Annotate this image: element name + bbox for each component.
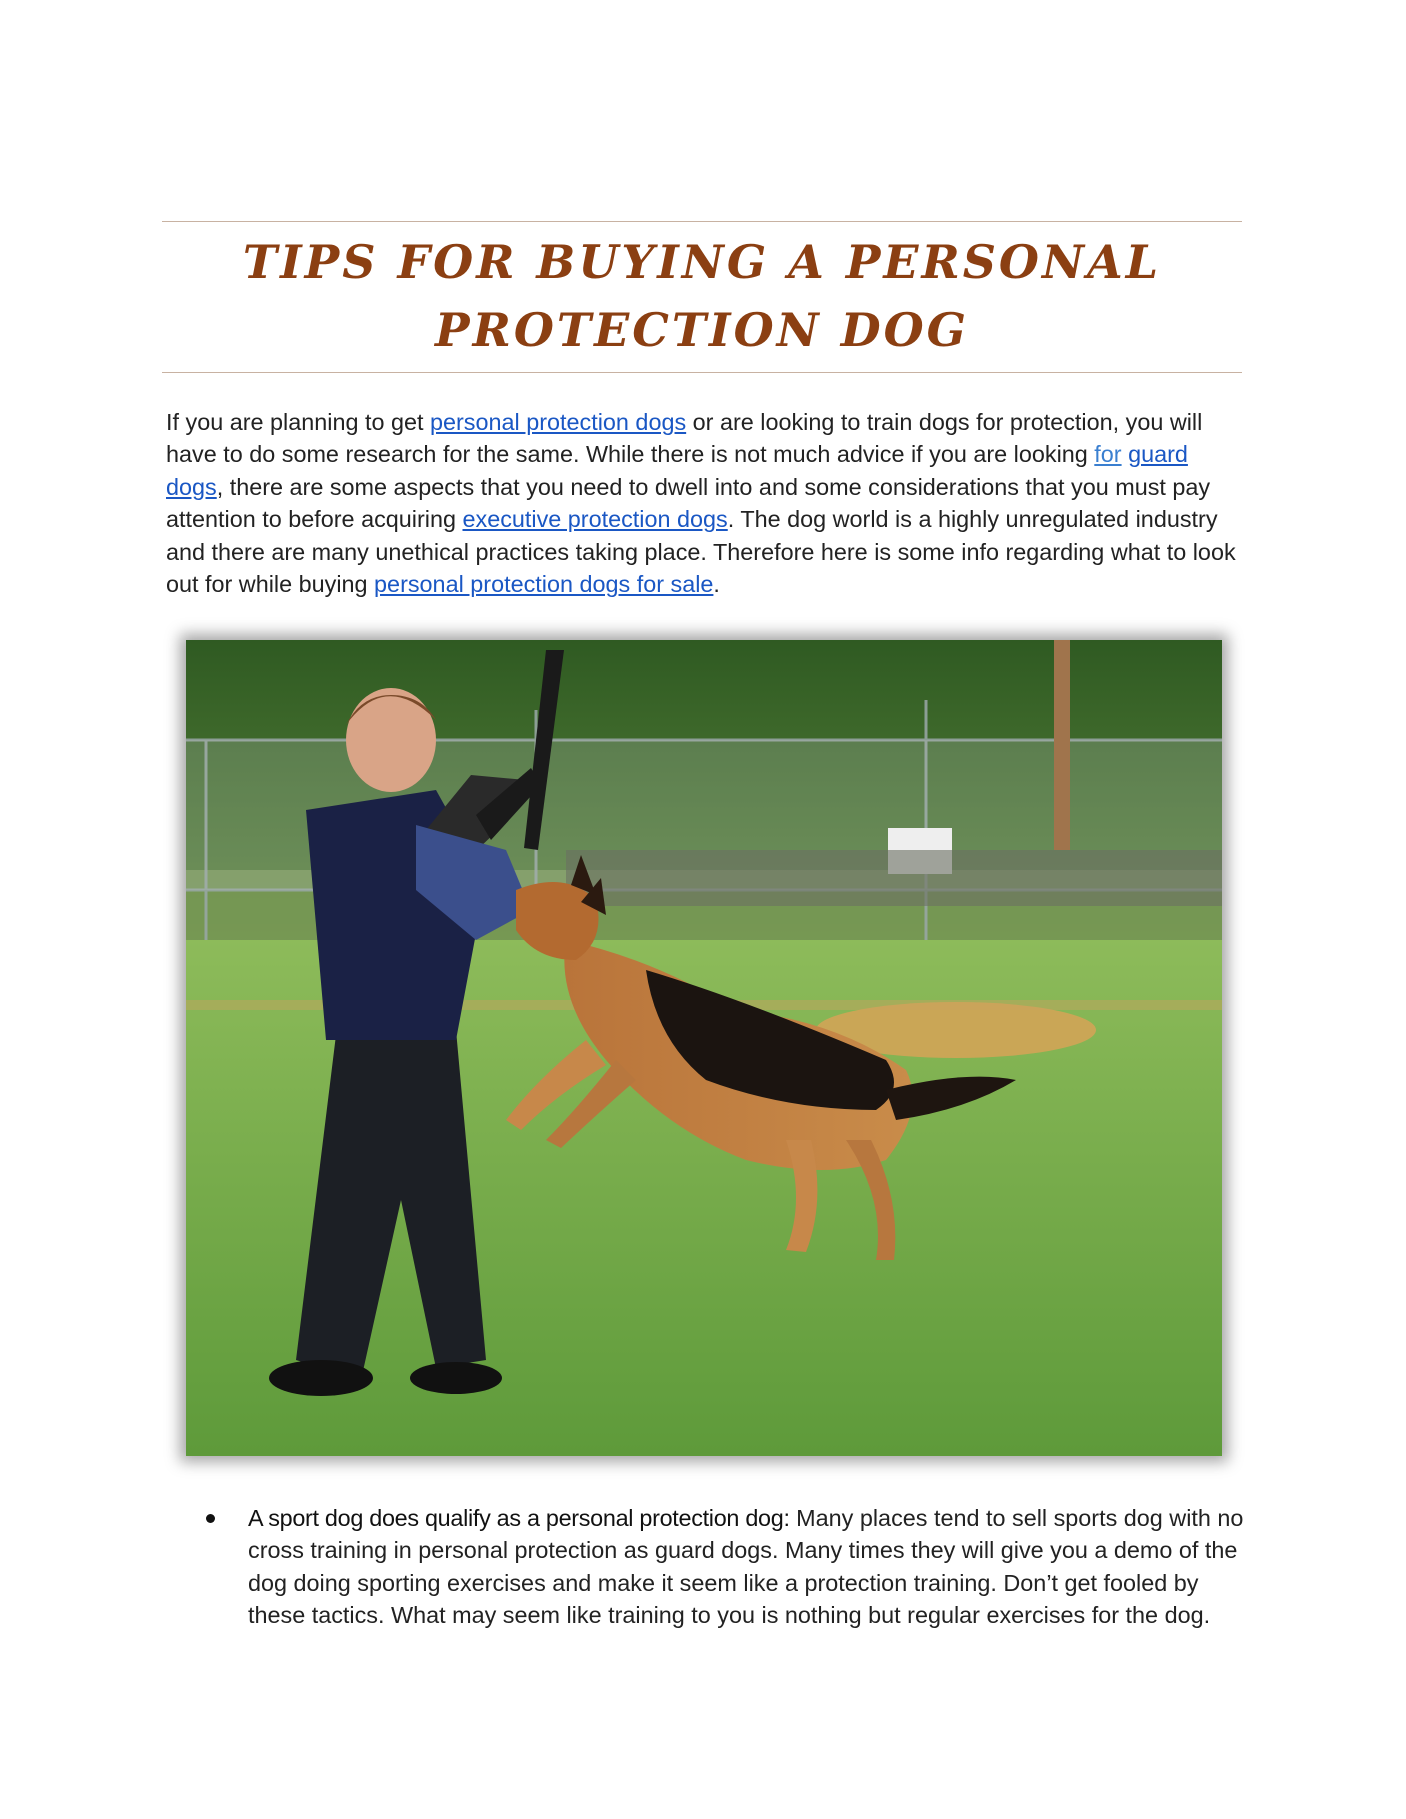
intro-text-3: , there are some aspects that you need to dwell into and some considerations that you must pay attention to before acquiring xyxy=(166,473,1211,533)
guard-dogs-link[interactable]: guard dogs xyxy=(166,441,1188,500)
personal-protection-dogs-link[interactable]: personal protection dogs xyxy=(429,409,687,435)
protection-training-photo xyxy=(186,640,1222,1456)
title-line-2: PROTECTION DOG xyxy=(435,303,969,357)
intro-text-1: If you are planning to get xyxy=(166,409,430,435)
wooden-pole xyxy=(1054,640,1070,850)
title-line-1: TIPS FOR BUYING A PERSONAL xyxy=(242,235,1162,289)
tips-list xyxy=(166,1502,1246,1632)
intro-paragraph xyxy=(166,406,1246,600)
title-bottom-rule xyxy=(162,372,1242,373)
page-title xyxy=(162,228,1242,364)
list-item xyxy=(166,1502,1246,1632)
intro-text-2: or are looking to train dogs for protection, you will have to do some research for the same. While there is not much advice if you are looking xyxy=(166,409,1203,468)
personal-protection-dogs-for-sale-link[interactable]: personal protection dogs for sale xyxy=(374,571,714,598)
tip-heading: A sport dog does qualify as a personal protection dog: xyxy=(248,1505,790,1531)
photo-illustration xyxy=(186,640,1222,1456)
tip-text: Many places tend to sell sports dog with no cross training in personal protection as guard dogs. Many times they will give you a demo of the dog doing sporting exercises and make it seem like a protection training. Don’t get fooled by these tactics. What may seem like training to you is nothing but regular exercises for the dog. xyxy=(248,1505,1244,1629)
intro-text-5: . xyxy=(713,571,720,598)
intro-text-4: . The dog world is a highly unregulated industry and there are many unethical practices taking place. Therefore here is some info regarding what to look out for while buying xyxy=(166,506,1236,598)
executive-protection-dogs-link[interactable]: executive protection dogs xyxy=(462,506,728,533)
bullet-icon xyxy=(206,1514,215,1523)
title-top-rule xyxy=(162,221,1242,222)
for-link[interactable]: for xyxy=(1094,441,1122,468)
